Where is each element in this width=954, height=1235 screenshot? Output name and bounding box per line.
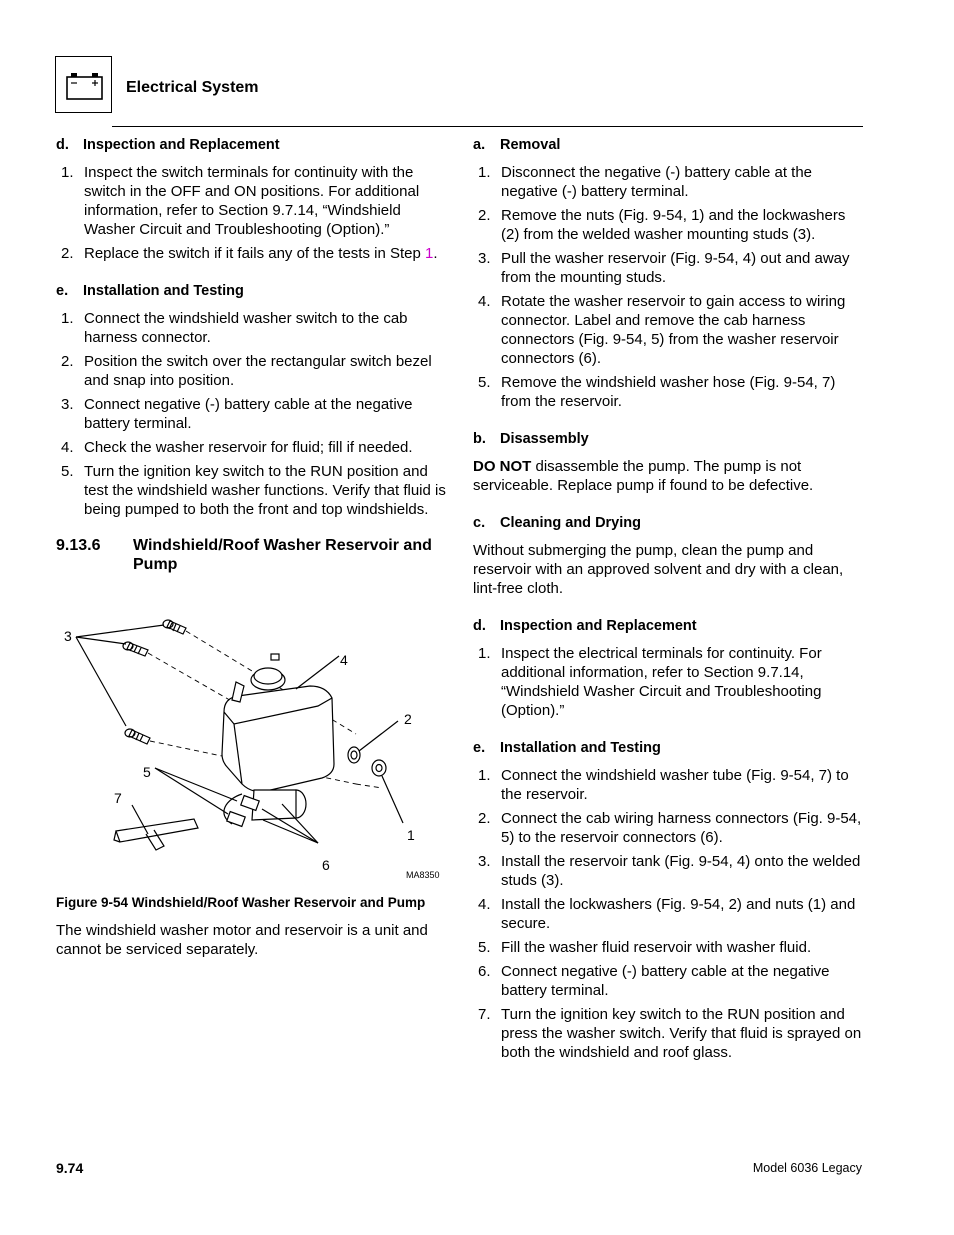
list-item: [56, 244, 448, 263]
subsection-title: Inspection and Replacement: [83, 137, 280, 153]
step-text: Replace the switch if it fails any of the tests in Step: [84, 245, 426, 262]
step-text: Check the washer reservoir for fluid; fill if needed.: [84, 439, 413, 456]
list-item: [473, 809, 865, 847]
step-number: 7.: [478, 1006, 491, 1023]
subsection-letter: e.: [473, 740, 486, 756]
step-text: Install the reservoir tank (Fig. 9-54, 4) onto the welded studs (3).: [501, 853, 861, 889]
subsection-heading-inspection: [56, 136, 448, 154]
list-item: [56, 438, 448, 457]
step-number: 3.: [61, 396, 74, 413]
step-number: 5.: [478, 374, 491, 391]
step-number: 2.: [61, 353, 74, 370]
subsection-letter: a.: [473, 137, 486, 153]
step-number: 1.: [478, 767, 491, 784]
closing-paragraph: The windshield washer motor and reservoir is a unit and cannot be serviced separately.: [56, 922, 428, 958]
subsection-heading-installation: [56, 282, 448, 300]
step-number: 6.: [478, 963, 491, 980]
step-number: 1.: [61, 310, 74, 327]
step-text: Position the switch over the rectangular switch bezel and snap into position.: [84, 353, 432, 389]
step-number: 3.: [478, 250, 491, 267]
section-title: Windshield/Roof Washer Reservoir and Pump: [133, 537, 432, 573]
step-text: Turn the ignition key switch to the RUN position and press the washer switch. Verify that fluid is sprayed on both the windshield and roof glass.: [501, 1006, 862, 1061]
step-text: Connect the windshield washer switch to the cab harness connector.: [84, 310, 408, 346]
reservoir-pump-figure: [56, 594, 448, 884]
removal-steps: [473, 163, 865, 411]
callout-6: 6: [322, 857, 330, 873]
inspection-steps: [56, 163, 448, 263]
disassembly-paragraph: [473, 457, 865, 495]
list-item: [473, 938, 865, 957]
step-reference-link[interactable]: 1: [425, 245, 434, 262]
step-text: Install the lockwashers (Fig. 9-54, 2) and nuts (1) and secure.: [501, 896, 856, 932]
subsection-letter: d.: [473, 618, 486, 634]
list-item: [473, 895, 865, 933]
section-number: 9.13.6: [56, 537, 101, 554]
left-column: [56, 136, 448, 959]
callout-3: 3: [64, 628, 72, 644]
step-text: Connect negative (-) battery cable at the negative battery terminal.: [501, 963, 830, 999]
list-item: [473, 163, 865, 201]
subsection-title: Cleaning and Drying: [500, 515, 641, 531]
step-text: Connect the windshield washer tube (Fig. 9-54, 7) to the reservoir.: [501, 767, 849, 803]
step-number: 2.: [61, 245, 74, 262]
step-number: 3.: [478, 853, 491, 870]
subsection-letter: e.: [56, 283, 69, 299]
cleaning-paragraph: Without submerging the pump, clean the pump and reservoir with an approved solvent and dry with a clean, lint-free cloth.: [473, 542, 844, 597]
step-number: 1.: [478, 645, 491, 662]
battery-icon: [56, 57, 113, 114]
callout-7: 7: [114, 790, 122, 806]
list-item: [56, 352, 448, 390]
subsection-heading-cleaning: [473, 514, 865, 532]
list-item: [473, 1005, 865, 1062]
subsection-heading-removal: [473, 136, 865, 154]
step-number: 4.: [61, 439, 74, 456]
installation-steps: [473, 766, 865, 1062]
step-text: Remove the nuts (Fig. 9-54, 1) and the lockwashers (2) from the welded washer mounting studs (3).: [501, 207, 846, 243]
installation-steps: [56, 309, 448, 519]
list-item: [473, 852, 865, 890]
stud-bottom: [125, 729, 150, 744]
subsection-letter: d.: [56, 137, 69, 153]
subsection-title: Inspection and Replacement: [500, 618, 697, 634]
list-item: [56, 163, 448, 239]
list-item: [56, 309, 448, 347]
stud-middle: [123, 642, 148, 656]
list-item: [473, 292, 865, 368]
step-text: Turn the ignition key switch to the RUN position and test the windshield washer functions. Verify that fluid is being pumped to both the front and top windshields.: [84, 463, 446, 518]
step-text: Connect the cab wiring harness connectors (Fig. 9-54, 5) to the reservoir connectors (6).: [501, 810, 862, 846]
step-number: 1.: [478, 164, 491, 181]
page-header-title: Electrical System: [126, 79, 259, 96]
step-text: Inspect the switch terminals for continuity with the switch in the OFF and ON positions. For additional information, refer to Section 9.7.14, “Windshield Washer Circuit and Troubleshooting (Option).”: [84, 164, 420, 238]
step-text-end: .: [433, 245, 438, 262]
list-item: [56, 462, 448, 519]
figure-caption: Figure 9-54 Windshield/Roof Washer Reservoir and Pump: [56, 895, 426, 910]
subsection-title: Removal: [500, 137, 561, 153]
step-text: Pull the washer reservoir (Fig. 9-54, 4) out and away from the mounting studs.: [501, 250, 850, 286]
subsection-letter: c.: [473, 515, 486, 531]
list-item: [473, 206, 865, 244]
step-number: 4.: [478, 896, 491, 913]
subsection-heading-inspection: [473, 617, 865, 635]
step-text: Rotate the washer reservoir to gain access to wiring connector. Label and remove the cab harness connectors (Fig. 9-54, 5) from the washer reservoir connectors (6).: [501, 293, 846, 367]
step-text: Remove the windshield washer hose (Fig. 9-54, 7) from the reservoir.: [501, 374, 836, 410]
list-item: [473, 249, 865, 287]
step-number: 5.: [61, 463, 74, 480]
step-text: Fill the washer fluid reservoir with washer fluid.: [501, 939, 812, 956]
list-item: [473, 962, 865, 1000]
callout-1: 1: [407, 827, 415, 843]
subsection-heading-installation: [473, 739, 865, 757]
section-heading: [56, 536, 448, 574]
stud-top: [163, 620, 186, 634]
subsection-title: Installation and Testing: [500, 740, 661, 756]
reservoir-pump-illustration: [56, 594, 448, 884]
section-icon-box: [55, 56, 112, 113]
step-number: 1.: [61, 164, 74, 181]
step-text: Disconnect the negative (-) battery cable at the negative (-) battery terminal.: [501, 164, 813, 200]
figure-code: MA8350: [406, 870, 440, 880]
list-item: [473, 373, 865, 411]
header-rule: [112, 126, 863, 127]
model-label: Model 6036 Legacy: [752, 1161, 862, 1175]
subsection-letter: b.: [473, 431, 486, 447]
step-number: 2.: [478, 207, 491, 224]
step-number: 5.: [478, 939, 491, 956]
warning-text: DO NOT: [473, 458, 532, 475]
step-number: 4.: [478, 293, 491, 310]
callout-2: 2: [404, 711, 412, 727]
list-item: [473, 644, 865, 720]
page-number: 9.74: [56, 1160, 84, 1176]
subsection-title: Installation and Testing: [83, 283, 244, 299]
callout-4: 4: [340, 652, 348, 668]
step-text: Inspect the electrical terminals for continuity. For additional information, refer to Section 9.7.14, “Windshield Washer Circuit and Troubleshooting (Option).”: [501, 645, 822, 719]
subsection-title: Disassembly: [500, 431, 589, 447]
step-number: 2.: [478, 810, 491, 827]
paragraph-text: disassemble the pump. The pump is not serviceable. Replace pump if found to be defective.: [473, 458, 814, 494]
list-item: [473, 766, 865, 804]
list-item: [56, 395, 448, 433]
step-text: Connect negative (-) battery cable at the negative battery terminal.: [84, 396, 413, 432]
callout-5: 5: [143, 764, 151, 780]
subsection-heading-disassembly: [473, 430, 865, 448]
inspection-steps: [473, 644, 865, 720]
right-column: [473, 136, 865, 1067]
